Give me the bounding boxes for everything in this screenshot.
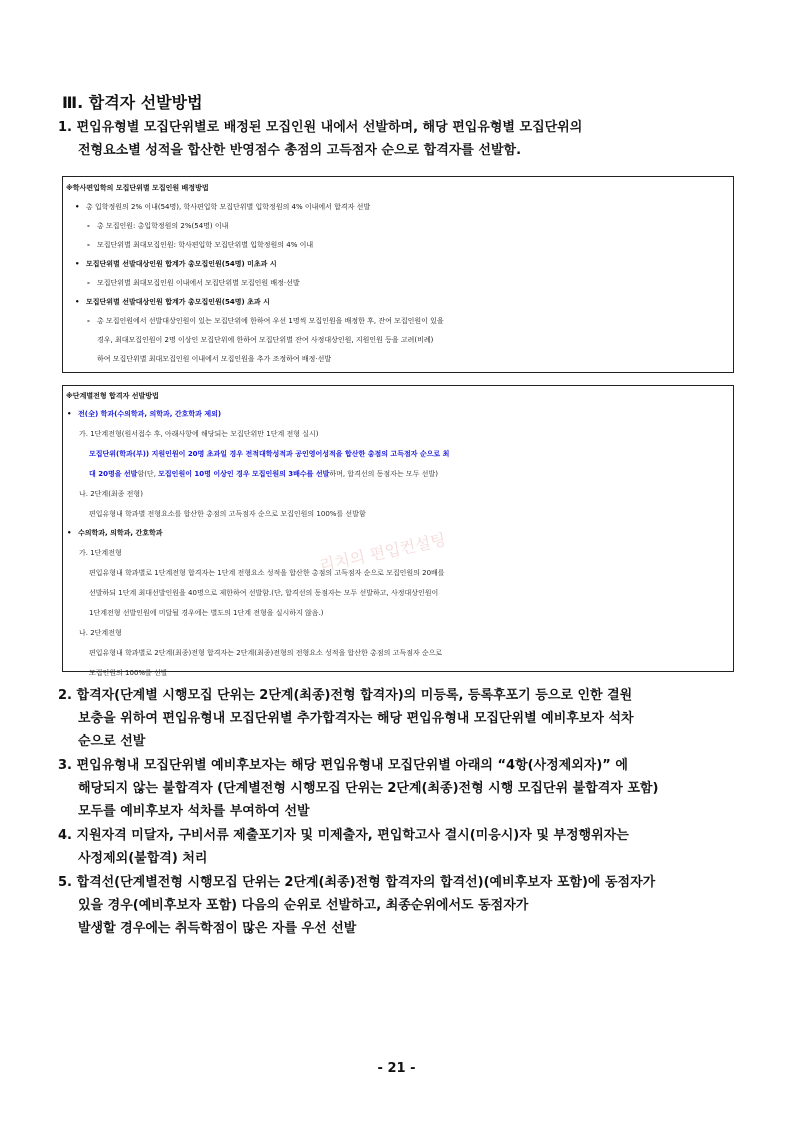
- box-2-group-1-stage-1-mixed-line: 대 20명을 선발함(단, 모집인원이 10명 이상인 경우 모집인원의 3배수를 선발하며, 합격선의 동점자는 모두 선발): [89, 470, 438, 478]
- box-1-bullet-3: • 모집단위별 선발대상인원 합계가 총모집인원(54명) 초과 시: [63, 293, 733, 312]
- dash-icon: -: [87, 317, 90, 325]
- item-5-line-1: 5. 합격선(단계별전형 시행모집 단위는 2단계(최종)전형 합격자의 합격선)(예비후보자 포함)에 동점자가: [58, 875, 656, 890]
- box-2-title: ※단계별전형 합격자 선발방법: [66, 392, 159, 400]
- box-2-group-2-stage-1-line-3: 1단계전형 선발인원에 미달될 경우에는 별도의 1단계 전형을 실시하지 않음.): [89, 609, 324, 617]
- box-2-group-1-stage-1: 가. 1단계전형(원서접수 후, 아래사항에 해당되는 모집단위만 1단계 전형 실시): [79, 430, 319, 438]
- item-2-line-3: 순으로 선발: [78, 734, 146, 749]
- box-2-group-2-stage-1-line-2: 선발하되 1단계 최대선발인원을 40명으로 제한하여 선발함.(단, 합격선의 동점자는 모두 선발하고, 사정대상인원이: [89, 589, 439, 597]
- bullet-dot-icon: •: [75, 260, 80, 268]
- box-1-bullet-3-cont-1: 경우, 최대모집인원이 2명 이상인 모집단위에 한하여 모집단위별 잔여 사정대상인원, 지원인원 등을 고려(비례): [97, 336, 434, 344]
- box-2-group-2-stage-1-line-1: 편입유형내 학과별로 1단계전형 합격자는 1단계 전형요소 성적을 합산한 총점의 고득점자 순으로 모집인원의 20배를: [89, 569, 445, 577]
- box-1-bullet-1-dash-2: - 모집단위별 최대모집인원: 학사편입학 모집단위별 입학정원의 4% 이내: [63, 236, 733, 255]
- item-5-line-2: 있을 경우(예비후보자 포함) 다음의 순위로 선발하고, 최종순위에서도 동점자가: [78, 898, 529, 913]
- box-1-bullet-2-dash-1: - 모집단위별 최대모집인원 이내에서 모집단위별 모집인원 배정·선발: [63, 274, 733, 293]
- bullet-dot-icon: •: [67, 529, 72, 537]
- item-3: [58, 754, 658, 823]
- box-1-bullet-1-dash-1: - 총 모집인원: 총입학정원의 2%(54명) 이내: [63, 217, 733, 236]
- item-1-line-1: 1. 편입유형별 모집단위별로 배정된 모집인원 내에서 선발하며, 해당 편입유형별 모집단위의: [58, 120, 583, 135]
- item-2: [58, 684, 634, 753]
- box-1-bullet-1: • 총 입학정원의 2% 이내(54명), 학사편입학 모집단위별 입학정원의 4% 이내에서 합격자 선발: [63, 198, 733, 217]
- item-4-line-2: 사정제외(불합격) 처리: [78, 851, 208, 866]
- watermark: 리치의 편입컨설팅: [317, 529, 448, 576]
- box-2-group-2-stage-2-line-2: 모집인원의 100%를 선발: [89, 669, 168, 677]
- dash-icon: -: [87, 279, 90, 287]
- box-2-group-2-stage-2: 나. 2단계전형: [79, 629, 122, 637]
- item-5-line-3: 발생할 경우에는 취득학점이 많은 자를 우선 선발: [78, 921, 357, 936]
- box-1-bullet-2: • 모집단위별 선발대상인원 합계가 총모집인원(54명) 미초과 시: [63, 255, 733, 274]
- box-2-group-1-stage-2-text: 편입유형내 학과별 전형요소를 합산한 총점의 고득점자 순으로 모집인원의 100%를 선발함: [89, 510, 366, 518]
- item-3-line-1: 3. 편입유형내 모집단위별 예비후보자는 해당 편입유형내 모집단위별 아래의 “4항(사정제외자)” 에: [58, 758, 628, 773]
- bullet-dot-icon: •: [67, 410, 72, 418]
- box-1-bullet-3-cont-2: 하여 모집단위별 최대모집인원 이내에서 모집인원을 추가 조정하여 배정·선발: [97, 355, 332, 363]
- box-2-group-2-stage-2-line-1: 편입유형내 학과별로 2단계(최종)전형 합격자는 2단계(최종)전형의 전형요소 성적을 합산한 총점의 고득점자 순으로: [89, 649, 443, 657]
- box-2-group-1-stage-1-blue-line: 모집단위(학과(부)) 지원인원이 20명 초과일 경우 전적대학성적과 공인영어성적을 합산한 총점의 고득점자 순으로 최: [89, 450, 450, 458]
- page-number: - 21 -: [377, 1061, 416, 1076]
- item-2-line-1: 2. 합격자(단계별 시행모집 단위는 2단계(최종)전형 합격자)의 미등록, 등록후포기 등으로 인한 결원: [58, 688, 633, 703]
- stage-selection-box: [62, 385, 734, 677]
- item-1: [58, 116, 582, 162]
- item-3-line-2: 해당되지 않는 불합격자 (단계별전형 시행모집 단위는 2단계(최종)전형 시행 모집단위 불합격자 포함): [78, 781, 659, 796]
- bullet-dot-icon: •: [75, 298, 80, 306]
- dash-icon: -: [87, 241, 90, 249]
- item-5: [58, 871, 655, 940]
- box-2-group-1-stage-2: 나. 2단계(최종 전형): [79, 490, 143, 498]
- item-2-line-2: 보충을 위하여 편입유형내 모집단위별 추가합격자는 해당 편입유형내 모집단위별 예비후보자 석차: [78, 711, 634, 726]
- quota-allocation-box: [62, 176, 734, 373]
- box-1-title: ※학사편입학의 모집단위별 모집인원 배정방법: [66, 184, 209, 192]
- dash-icon: -: [87, 222, 90, 230]
- item-3-line-3: 모두를 예비후보자 석차를 부여하여 선발: [78, 804, 310, 819]
- item-4-line-1: 4. 지원자격 미달자, 구비서류 제출포기자 및 미제출자, 편입학고사 결시(미응시)자 및 부정행위자는: [58, 828, 629, 843]
- bullet-dot-icon: •: [75, 203, 80, 211]
- section-title: Ⅲ. 합격자 선발방법: [62, 93, 203, 112]
- box-2-group-2-stage-1: 가. 1단계전형: [79, 549, 122, 557]
- box-2-group-1: • 전(全) 학과(수의학과, 의학과, 간호학과 제외): [63, 405, 733, 424]
- box-1-bullet-3-dash-1: - 총 모집인원에서 선발대상인원이 있는 모집단위에 한하여 우선 1명씩 모집인원을 배정한 후, 잔여 모집인원이 있을: [63, 312, 733, 331]
- box-2-group-2: • 수의학과, 의학과, 간호학과: [63, 524, 733, 543]
- item-4: [58, 824, 629, 870]
- item-1-line-2: 전형요소별 성적을 합산한 반영점수 총점의 고득점자 순으로 합격자를 선발함.: [78, 143, 522, 158]
